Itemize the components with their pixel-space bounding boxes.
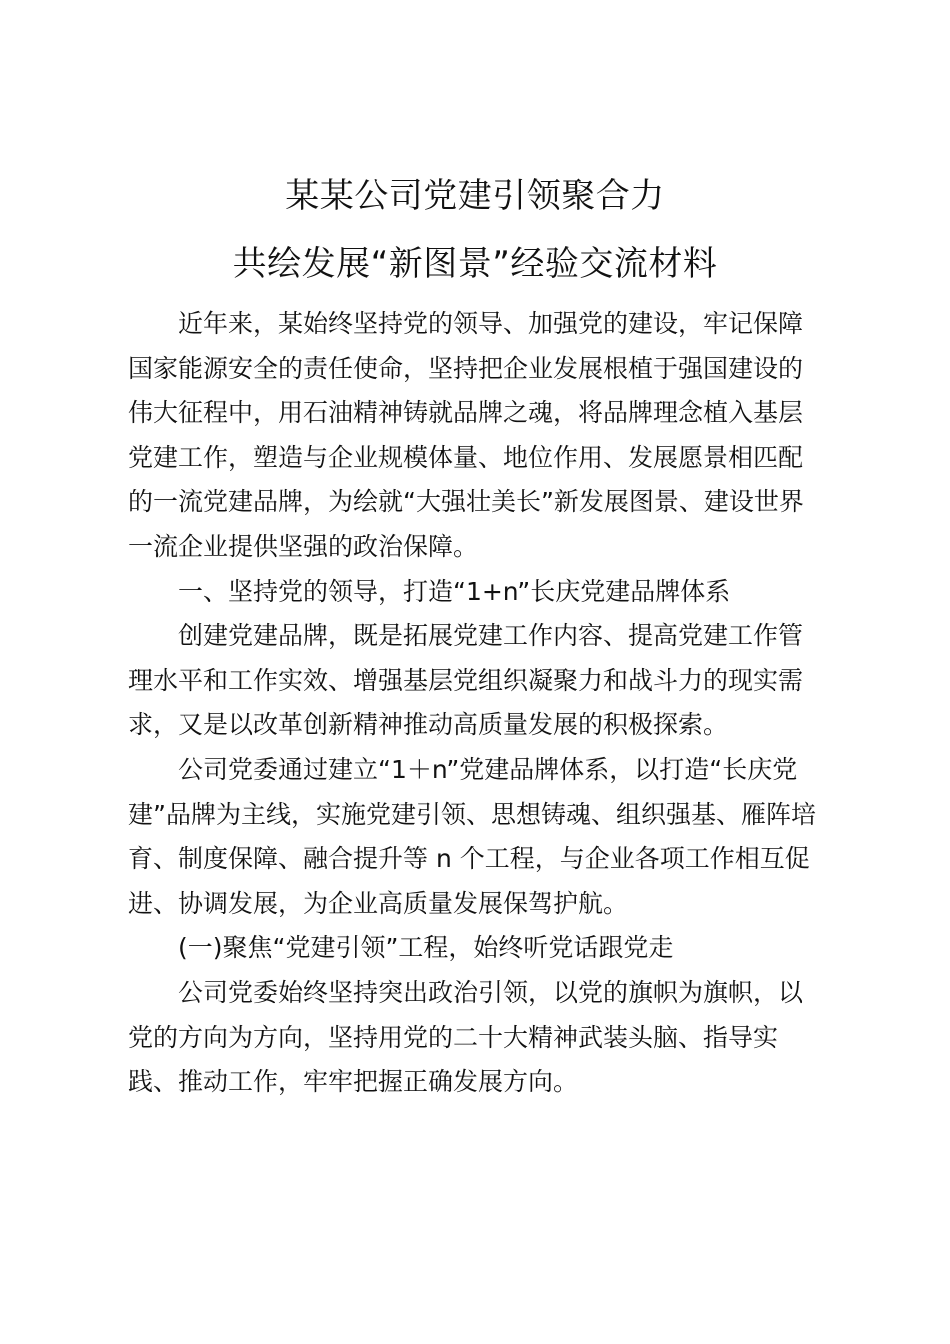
document-title-line-1: 某某公司党建引领聚合力 (285, 176, 665, 216)
document-body (128, 302, 828, 1105)
body-line: 国家能源安全的责任使命，坚持把企业发展根植于强国建设的 (128, 353, 804, 383)
document-title-line-2: 共绘发展“新图景”经验交流材料 (232, 244, 718, 284)
body-line: 践、推动工作，牢牢把握正确发展方向。 (128, 1067, 579, 1097)
body-line: 建”品牌为主线，实施党建引领、思想铸魂、组织强基、雁阵培 (128, 799, 816, 829)
body-line: 党建工作，塑造与企业规模体量、地位作用、发展愿景相匹配 (128, 442, 804, 472)
section-heading: 一、坚持党的领导，打造“1+n”长庆党建品牌体系 (178, 576, 731, 606)
body-line: 伟大征程中，用石油精神铸就品牌之魂，将品牌理念植入基层 (128, 398, 804, 428)
body-line: 进、协调发展，为企业高质量发展保驾护航。 (128, 888, 629, 918)
body-line: 一流企业提供坚强的政治保障。 (128, 531, 479, 561)
body-line: 理水平和工作实效、增强基层党组织凝聚力和战斗力的现实需 (128, 665, 804, 695)
body-line: 公司党委始终坚持突出政治引领，以党的旗帜为旗帜，以 (178, 977, 804, 1007)
body-line: 公司党委通过建立“1＋n”党建品牌体系，以打造“长庆党 (178, 754, 798, 784)
body-line: 育、制度保障、融合提升等 n 个工程，与企业各项工作相互促 (128, 844, 810, 874)
body-line: 创建党建品牌，既是拓展党建工作内容、提高党建工作管 (178, 621, 804, 651)
body-line: 的一流党建品牌，为绘就“大强壮美长”新发展图景、建设世界 (128, 487, 804, 517)
subsection-heading: (一)聚焦“党建引领”工程，始终听党话跟党走 (178, 933, 674, 963)
body-line: 党的方向为方向，坚持用党的二十大精神武装头脑、指导实 (128, 1022, 779, 1052)
body-line: 求，又是以改革创新精神推动高质量发展的积极探索。 (128, 710, 729, 740)
body-line: 近年来，某始终坚持党的领导、加强党的建设，牢记保障 (178, 309, 804, 338)
